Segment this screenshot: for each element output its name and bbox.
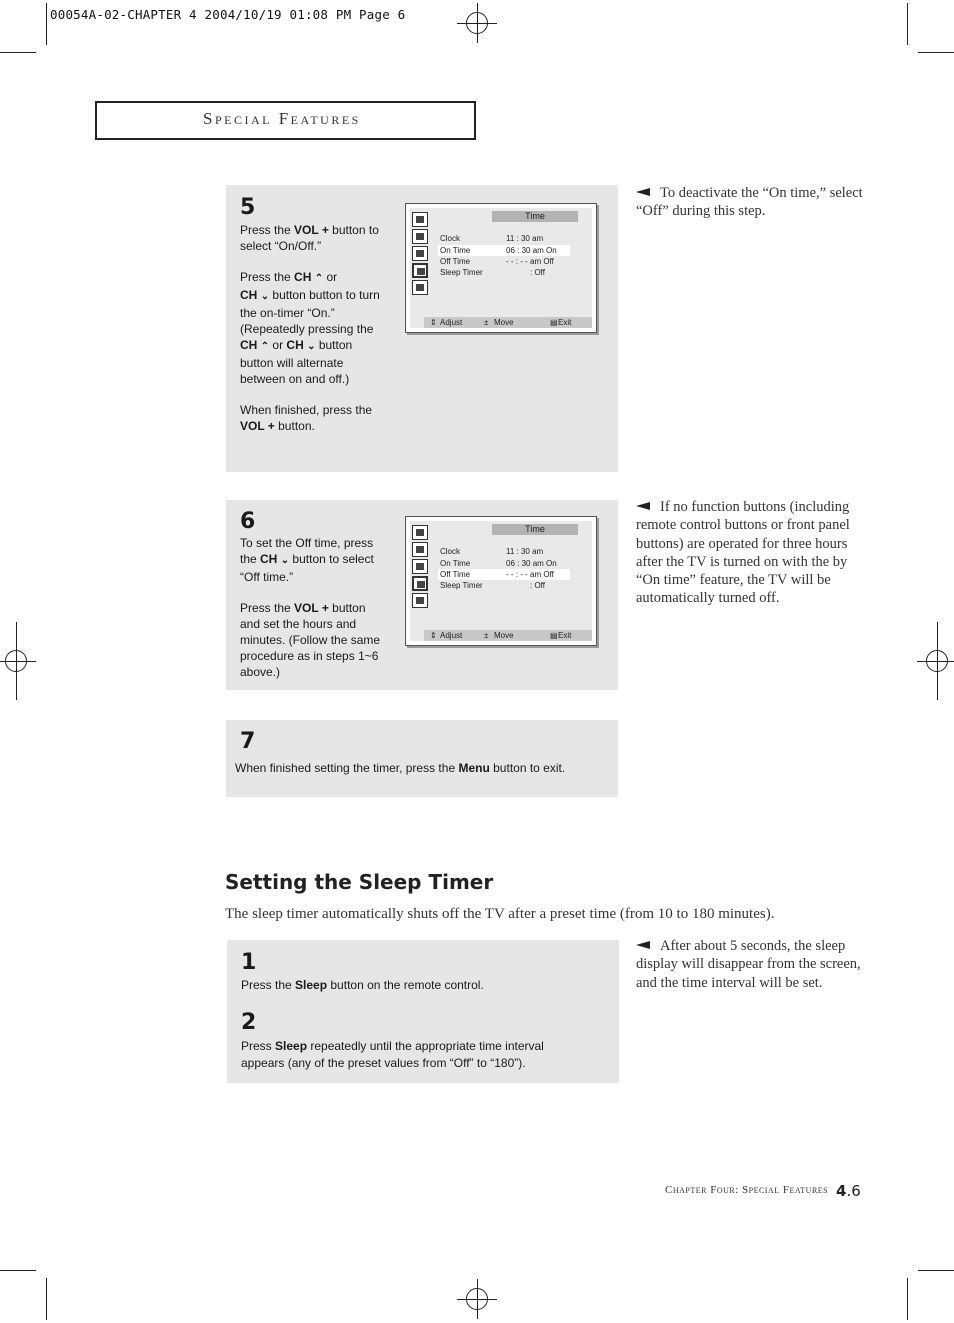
menu-row-off-time: Off Time - - : - - am Off — [438, 569, 570, 580]
menu-row-on-time: On Time 06 : 30 am On — [440, 559, 557, 568]
menu-row-clock: Clock 11 : 30 am — [440, 234, 544, 243]
tv-time-menu — [405, 203, 597, 333]
crop-mark — [907, 3, 908, 45]
section-heading: Setting the Sleep Timer — [225, 870, 494, 894]
section-title: Special Features — [203, 109, 361, 128]
crop-mark — [918, 52, 954, 53]
chevron-up-icon: ⌃ — [314, 273, 324, 284]
note-arrow-icon — [636, 188, 650, 196]
chevron-down-icon: ⌄ — [280, 555, 290, 566]
step-number: 5 — [240, 195, 256, 220]
crop-mark — [46, 1278, 47, 1320]
channel-icon — [412, 246, 428, 261]
chevron-up-icon: ⌃ — [260, 341, 270, 352]
picture-icon — [412, 212, 428, 227]
sound-icon — [412, 542, 428, 557]
registration-mark-icon — [466, 12, 488, 34]
step-5-note: To deactivate the “On time,” select “Off” during this step. — [636, 185, 863, 220]
setup-icon — [412, 593, 428, 608]
menu-row-clock: Clock 11 : 30 am — [440, 547, 544, 556]
step-number: 2 — [241, 1010, 257, 1035]
step-number: 7 — [240, 729, 256, 754]
crop-mark — [907, 1278, 908, 1320]
move-icon: ± — [484, 631, 489, 640]
step-6-instructions: To set the Off time, press the CH ⌄ button to select “Off time.” Press the VOL + button and set the hours and minutes. (Follow the same procedure as in steps 1~6 above.) — [240, 536, 381, 679]
sleep-note: After about 5 seconds, the sleep display will disappear from the screen, and the time interval will be set. — [636, 938, 861, 991]
adjust-icon: ⇕ — [430, 631, 437, 640]
crop-mark — [0, 1270, 36, 1271]
menu-key-icon: ▤ — [550, 318, 558, 327]
menu-row-off-time: Off Time - - : - - am Off — [440, 257, 554, 266]
step-7-panel — [226, 720, 618, 797]
move-icon: ± — [484, 318, 489, 327]
step-number: 1 — [241, 950, 257, 975]
channel-icon — [412, 559, 428, 574]
step-number: 6 — [240, 509, 256, 534]
registration-mark-icon — [466, 1288, 488, 1310]
note-arrow-icon — [636, 941, 650, 949]
setup-icon — [412, 280, 428, 295]
menu-row-sleep-timer: Sleep Timer : Off — [440, 268, 545, 277]
menu-help-bar: ⇕ Adjust ± Move ▤ Exit — [424, 630, 592, 641]
menu-help-bar: ⇕ Adjust ± Move ▤ Exit — [424, 317, 592, 328]
step-5-instructions: Press the VOL + button to select “On/Off.” Press the CH ⌃ or CH ⌄ button button to turn the on-timer “On.” (Repeatedly pressing the CH ⌃ or CH ⌄ button button will alternate between on and off.) When finished, press the VOL + button. — [240, 223, 380, 433]
crop-mark — [46, 3, 47, 45]
sleep-step-1-instructions: Press the Sleep button on the remote control. — [241, 978, 484, 992]
registration-mark-icon — [5, 650, 27, 672]
chevron-down-icon: ⌄ — [260, 291, 270, 302]
menu-title: Time — [492, 524, 578, 535]
crop-mark — [0, 52, 36, 53]
menu-title: Time — [492, 211, 578, 222]
note-arrow-icon — [636, 502, 650, 510]
section-intro: The sleep timer automatically shuts off the TV after a preset time (from 10 to 180 minutes). — [225, 906, 775, 922]
menu-row-on-time: On Time 06 : 30 am On — [438, 245, 570, 256]
page-number: 4.6 — [836, 1182, 861, 1200]
menu-row-sleep-timer: Sleep Timer : Off — [440, 581, 545, 590]
tv-time-menu — [405, 516, 597, 646]
sound-icon — [412, 229, 428, 244]
timer-icon — [412, 263, 428, 278]
crop-mark — [918, 1270, 954, 1271]
step-7-instructions: When finished setting the timer, press the Menu button to exit. — [235, 761, 566, 775]
step-6-note: If no function buttons (including remote control buttons or front panel buttons) are operated for three hours after the TV is turned on with the by “On time” feature, the TV will be automatically turned off. — [636, 499, 850, 607]
footer-chapter-label: Chapter Four: Special Features — [665, 1184, 829, 1196]
picture-icon — [412, 525, 428, 540]
sleep-step-2-instructions: Press Sleep repeatedly until the appropriate time interval appears (any of the preset values from “Off” to “180”). — [241, 1039, 544, 1070]
registration-mark-icon — [926, 650, 948, 672]
chevron-down-icon: ⌄ — [307, 341, 316, 352]
menu-key-icon: ▤ — [550, 631, 558, 640]
timer-icon — [412, 576, 428, 591]
adjust-icon: ⇕ — [430, 318, 437, 327]
print-slug: 00054A-02-CHAPTER 4 2004/10/19 01:08 PM Page 6 — [50, 7, 406, 22]
